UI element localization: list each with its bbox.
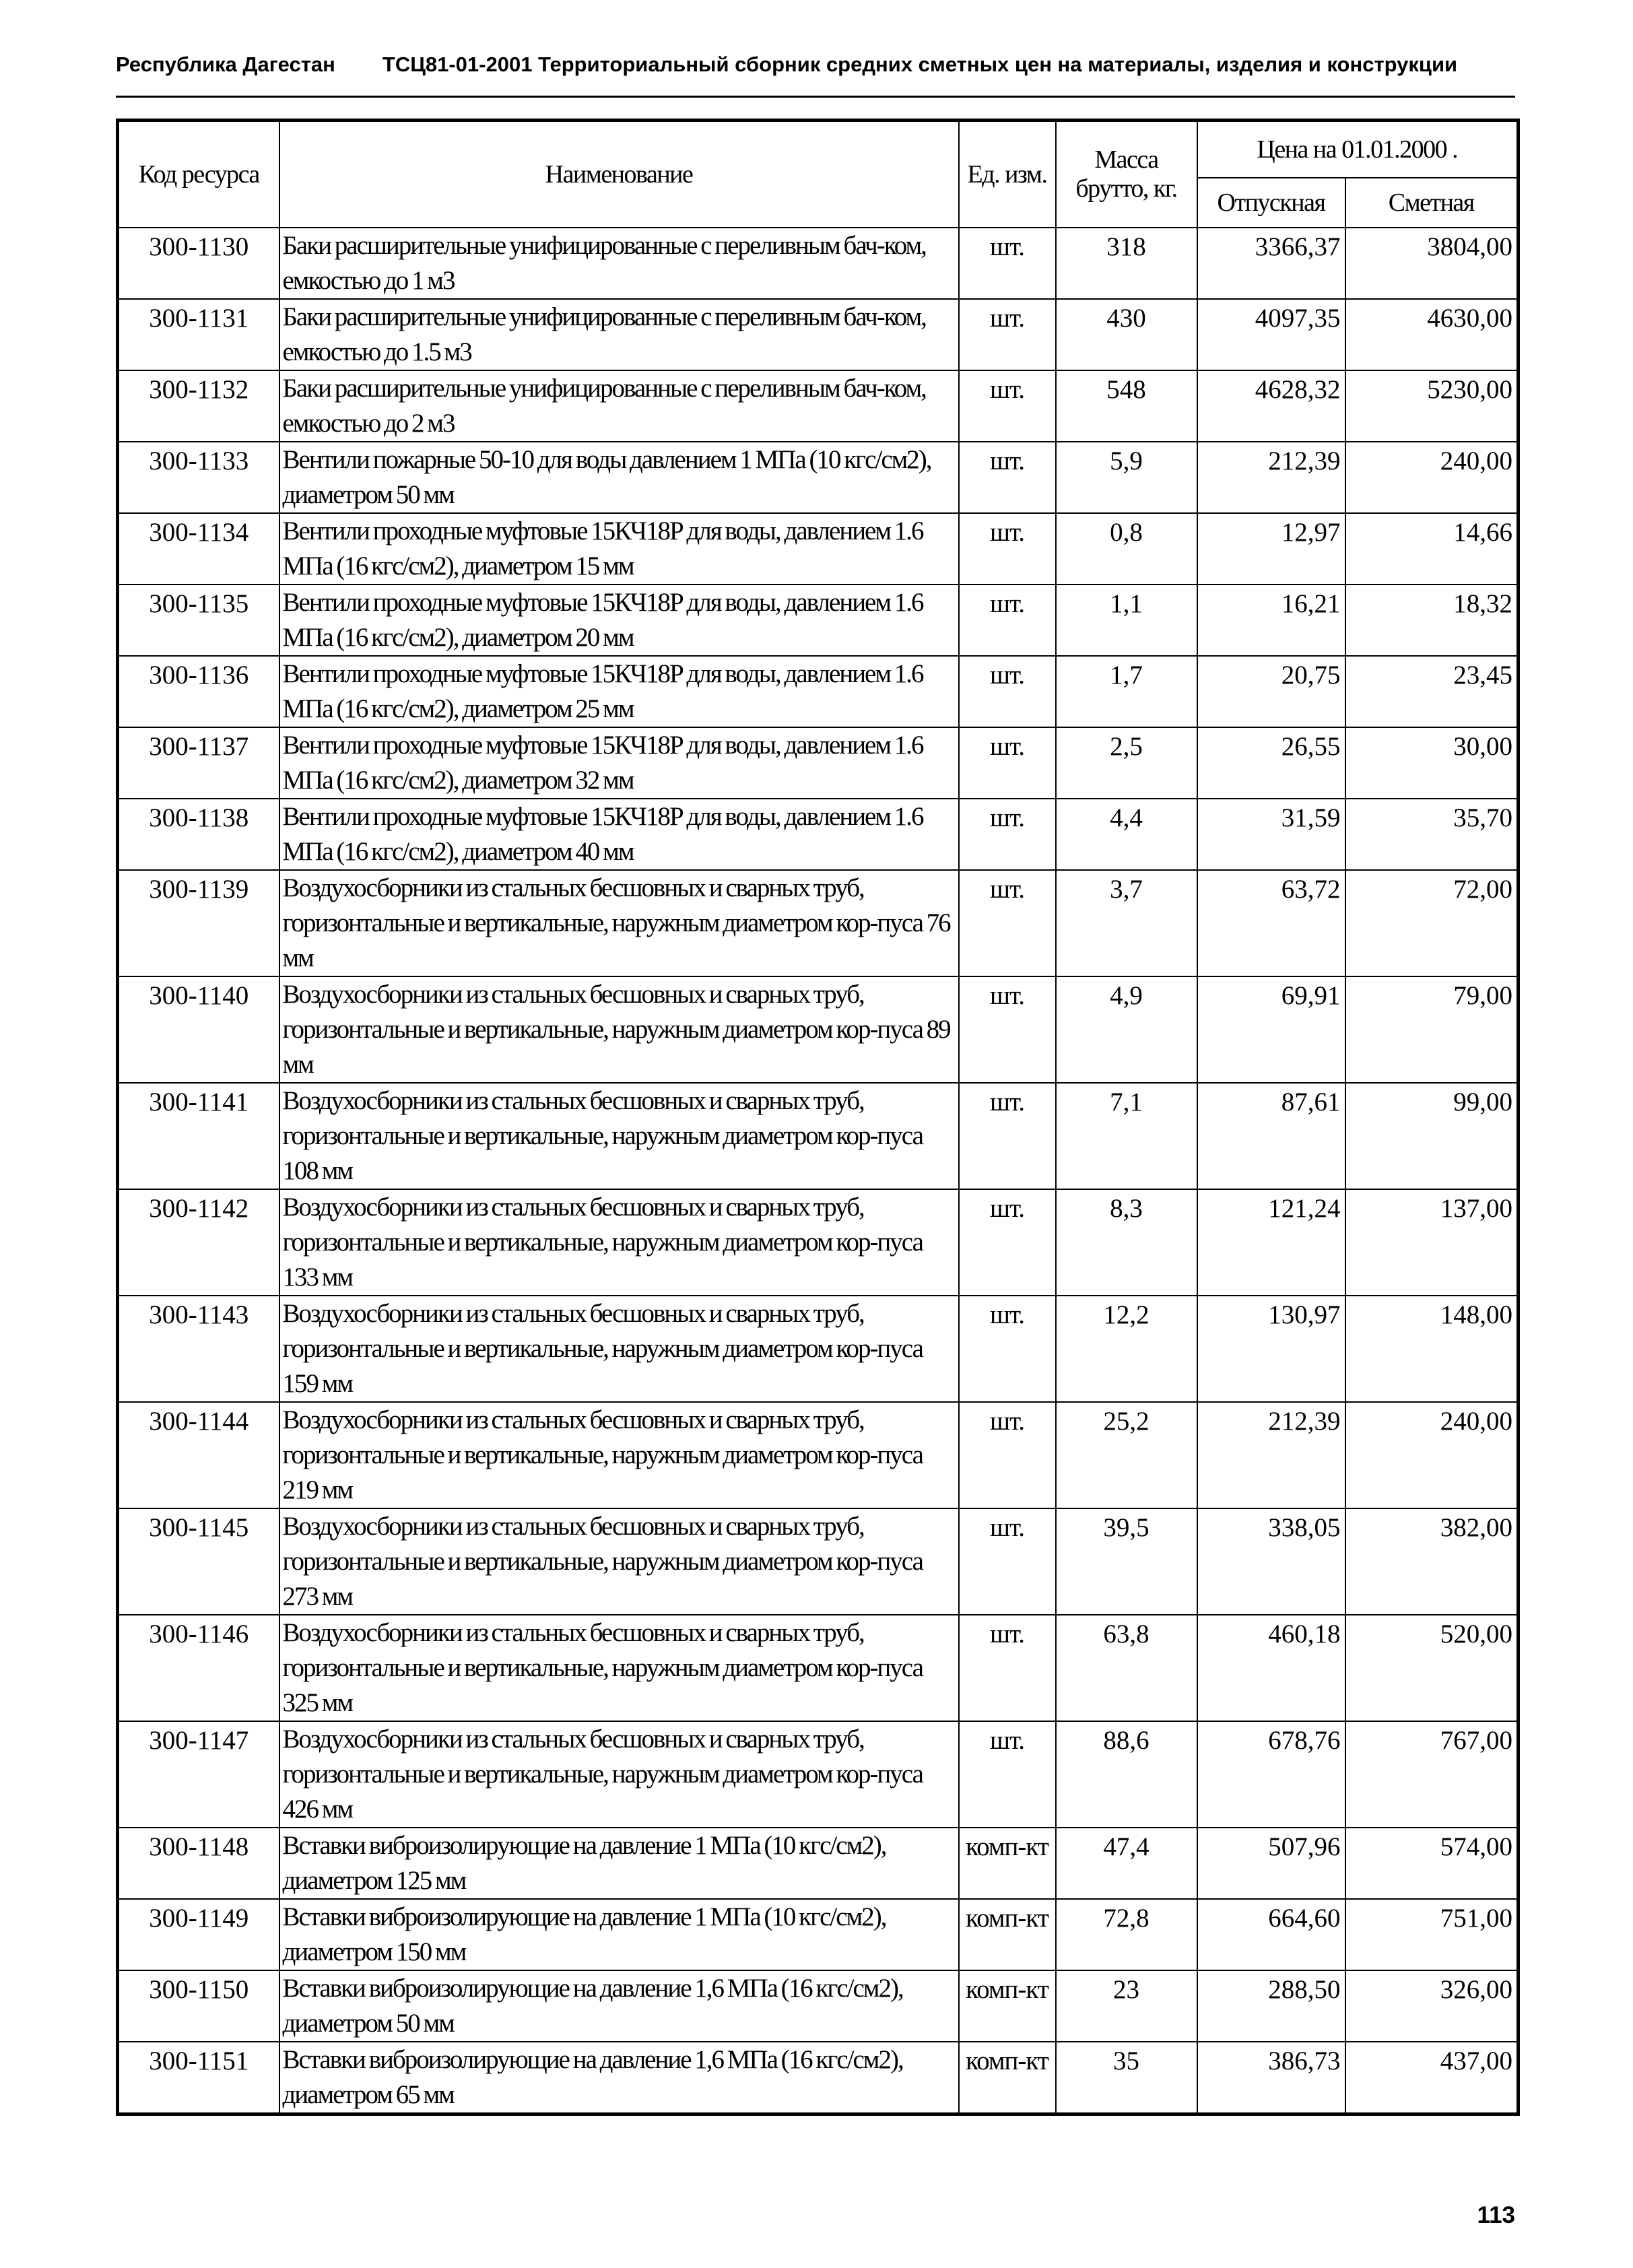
page-number: 113 (1477, 2202, 1515, 2228)
release-price-cell: 63,72 (1197, 870, 1345, 976)
resource-code-cell: 300-1130 (118, 228, 279, 299)
col-header-price: Цена на 01.01.2000 . (1197, 121, 1519, 178)
unit-cell: шт. (959, 513, 1056, 585)
table-row (118, 1189, 1519, 1296)
mass-cell: 25,2 (1056, 1402, 1197, 1508)
table-row (118, 585, 1519, 656)
mass-cell: 47,4 (1056, 1828, 1197, 1899)
resource-code-cell: 300-1147 (118, 1721, 279, 1828)
table-row (118, 2042, 1519, 2114)
unit-cell: шт. (959, 1189, 1056, 1296)
estimate-price-cell: 240,00 (1345, 1402, 1519, 1508)
resource-name-cell: Воздухосборники из стальных бесшовных и сварных труб, горизонтальные и вертикальные, наружным диаметром кор-пуса 133 мм (279, 1189, 959, 1296)
unit-cell: комп-кт (959, 2042, 1056, 2114)
release-price-cell: 20,75 (1197, 656, 1345, 727)
mass-cell: 3,7 (1056, 870, 1197, 976)
estimate-price-cell: 767,00 (1345, 1721, 1519, 1828)
unit-cell: шт. (959, 442, 1056, 513)
resource-code-cell: 300-1149 (118, 1899, 279, 1970)
mass-cell: 1,7 (1056, 656, 1197, 727)
estimate-price-cell: 79,00 (1345, 976, 1519, 1083)
mass-cell: 88,6 (1056, 1721, 1197, 1828)
unit-cell: шт. (959, 727, 1056, 799)
estimate-price-cell: 437,00 (1345, 2042, 1519, 2114)
unit-cell: шт. (959, 1083, 1056, 1189)
resource-code-cell: 300-1150 (118, 1970, 279, 2042)
release-price-cell: 12,97 (1197, 513, 1345, 585)
unit-cell: шт. (959, 1615, 1056, 1721)
table-row (118, 1899, 1519, 1970)
estimate-price-cell: 14,66 (1345, 513, 1519, 585)
resource-name-cell: Воздухосборники из стальных бесшовных и сварных труб, горизонтальные и вертикальные, наружным диаметром кор-пуса 89 мм (279, 976, 959, 1083)
mass-cell: 4,9 (1056, 976, 1197, 1083)
mass-cell: 430 (1056, 299, 1197, 370)
resource-name-cell: Баки расширительные унифицированные с переливным бач-ком, емкостью до 1 м3 (279, 228, 959, 299)
unit-cell: шт. (959, 1296, 1056, 1402)
col-header-unit: Ед. изм. (959, 121, 1056, 228)
release-price-cell: 130,97 (1197, 1296, 1345, 1402)
resource-code-cell: 300-1142 (118, 1189, 279, 1296)
resource-name-cell: Воздухосборники из стальных бесшовных и сварных труб, горизонтальные и вертикальные, наружным диаметром кор-пуса 159 мм (279, 1296, 959, 1402)
page-header (116, 53, 1515, 77)
mass-cell: 4,4 (1056, 799, 1197, 870)
table-row (118, 1083, 1519, 1189)
release-price-cell: 212,39 (1197, 442, 1345, 513)
mass-cell: 12,2 (1056, 1296, 1197, 1402)
table-row (118, 870, 1519, 976)
table-row (118, 228, 1519, 299)
release-price-cell: 212,39 (1197, 1402, 1345, 1508)
resource-code-cell: 300-1146 (118, 1615, 279, 1721)
col-header-estimate: Сметная (1345, 178, 1519, 228)
resource-code-cell: 300-1144 (118, 1402, 279, 1508)
mass-cell: 0,8 (1056, 513, 1197, 585)
mass-cell: 63,8 (1056, 1615, 1197, 1721)
estimate-price-cell: 18,32 (1345, 585, 1519, 656)
mass-cell: 8,3 (1056, 1189, 1197, 1296)
mass-cell: 5,9 (1056, 442, 1197, 513)
release-price-cell: 31,59 (1197, 799, 1345, 870)
unit-cell: комп-кт (959, 1828, 1056, 1899)
table-row (118, 656, 1519, 727)
estimate-price-cell: 72,00 (1345, 870, 1519, 976)
resource-name-cell: Воздухосборники из стальных бесшовных и сварных труб, горизонтальные и вертикальные, наружным диаметром кор-пуса 325 мм (279, 1615, 959, 1721)
resource-name-cell: Вентили проходные муфтовые 15КЧ18Р для воды, давлением 1.6 МПа (16 кгс/см2), диаметром 20 мм (279, 585, 959, 656)
header-rule (116, 96, 1515, 98)
table-row (118, 1970, 1519, 2042)
unit-cell: шт. (959, 870, 1056, 976)
table-row (118, 1402, 1519, 1508)
table-row (118, 727, 1519, 799)
estimate-price-cell: 574,00 (1345, 1828, 1519, 1899)
unit-cell: шт. (959, 1402, 1056, 1508)
estimate-price-cell: 99,00 (1345, 1083, 1519, 1189)
resource-code-cell: 300-1138 (118, 799, 279, 870)
estimate-price-cell: 382,00 (1345, 1508, 1519, 1615)
mass-cell: 72,8 (1056, 1899, 1197, 1970)
release-price-cell: 338,05 (1197, 1508, 1345, 1615)
resource-code-cell: 300-1151 (118, 2042, 279, 2114)
unit-cell: шт. (959, 976, 1056, 1083)
mass-cell: 35 (1056, 2042, 1197, 2114)
table-row (118, 442, 1519, 513)
resource-code-cell: 300-1133 (118, 442, 279, 513)
release-price-cell: 87,61 (1197, 1083, 1345, 1189)
resource-name-cell: Вставки виброизолирующие на давление 1 МПа (10 кгс/см2), диаметром 150 мм (279, 1899, 959, 1970)
resource-code-cell: 300-1131 (118, 299, 279, 370)
resource-name-cell: Воздухосборники из стальных бесшовных и сварных труб, горизонтальные и вертикальные, наружным диаметром кор-пуса 273 мм (279, 1508, 959, 1615)
col-header-name: Наименование (279, 121, 959, 228)
header-title: ТСЦ81-01-2001 Территориальный сборник средних сметных цен на материалы, изделия и конструкции (382, 53, 1458, 76)
mass-cell: 548 (1056, 370, 1197, 442)
table-row (118, 299, 1519, 370)
estimate-price-cell: 520,00 (1345, 1615, 1519, 1721)
resource-name-cell: Вентили проходные муфтовые 15КЧ18Р для воды, давлением 1.6 МПа (16 кгс/см2), диаметром 40 мм (279, 799, 959, 870)
table-row (118, 1828, 1519, 1899)
resource-name-cell: Воздухосборники из стальных бесшовных и сварных труб, горизонтальные и вертикальные, наружным диаметром кор-пуса 426 мм (279, 1721, 959, 1828)
unit-cell: комп-кт (959, 1970, 1056, 2042)
resource-name-cell: Воздухосборники из стальных бесшовных и сварных труб, горизонтальные и вертикальные, наружным диаметром кор-пуса 76 мм (279, 870, 959, 976)
resource-code-cell: 300-1132 (118, 370, 279, 442)
release-price-cell: 678,76 (1197, 1721, 1345, 1828)
resource-name-cell: Вентили проходные муфтовые 15КЧ18Р для воды, давлением 1.6 МПа (16 кгс/см2), диаметром 15 мм (279, 513, 959, 585)
unit-cell: комп-кт (959, 1899, 1056, 1970)
unit-cell: шт. (959, 228, 1056, 299)
release-price-cell: 121,24 (1197, 1189, 1345, 1296)
release-price-cell: 4097,35 (1197, 299, 1345, 370)
unit-cell: шт. (959, 799, 1056, 870)
resource-code-cell: 300-1140 (118, 976, 279, 1083)
col-header-release: Отпускная (1197, 178, 1345, 228)
mass-cell: 2,5 (1056, 727, 1197, 799)
estimate-price-cell: 326,00 (1345, 1970, 1519, 2042)
table-row (118, 513, 1519, 585)
release-price-cell: 26,55 (1197, 727, 1345, 799)
resource-code-cell: 300-1137 (118, 727, 279, 799)
resource-name-cell: Вставки виброизолирующие на давление 1,6 МПа (16 кгс/см2), диаметром 50 мм (279, 1970, 959, 2042)
release-price-cell: 507,96 (1197, 1828, 1345, 1899)
resource-code-cell: 300-1136 (118, 656, 279, 727)
unit-cell: шт. (959, 656, 1056, 727)
resource-code-cell: 300-1139 (118, 870, 279, 976)
resource-name-cell: Вентили проходные муфтовые 15КЧ18Р для воды, давлением 1.6 МПа (16 кгс/см2), диаметром 32 мм (279, 727, 959, 799)
resource-code-cell: 300-1143 (118, 1296, 279, 1402)
header-region: Республика Дагестан (116, 53, 335, 76)
resource-code-cell: 300-1145 (118, 1508, 279, 1615)
resource-name-cell: Баки расширительные унифицированные с переливным бач-ком, емкостью до 2 м3 (279, 370, 959, 442)
resource-code-cell: 300-1134 (118, 513, 279, 585)
estimate-price-cell: 4630,00 (1345, 299, 1519, 370)
release-price-cell: 664,60 (1197, 1899, 1345, 1970)
unit-cell: шт. (959, 370, 1056, 442)
mass-cell: 39,5 (1056, 1508, 1197, 1615)
release-price-cell: 288,50 (1197, 1970, 1345, 2042)
resource-name-cell: Вставки виброизолирующие на давление 1 МПа (10 кгс/см2), диаметром 125 мм (279, 1828, 959, 1899)
mass-cell: 7,1 (1056, 1083, 1197, 1189)
release-price-cell: 4628,32 (1197, 370, 1345, 442)
unit-cell: шт. (959, 1508, 1056, 1615)
mass-cell: 318 (1056, 228, 1197, 299)
table-row (118, 370, 1519, 442)
col-header-code: Код ресурса (118, 121, 279, 228)
release-price-cell: 386,73 (1197, 2042, 1345, 2114)
resource-name-cell: Вентили пожарные 50-10 для воды давлением 1 МПа (10 кгс/см2), диаметром 50 мм (279, 442, 959, 513)
estimate-price-cell: 240,00 (1345, 442, 1519, 513)
release-price-cell: 69,91 (1197, 976, 1345, 1083)
estimate-price-cell: 5230,00 (1345, 370, 1519, 442)
mass-cell: 1,1 (1056, 585, 1197, 656)
estimate-price-cell: 30,00 (1345, 727, 1519, 799)
unit-cell: шт. (959, 1721, 1056, 1828)
resource-code-cell: 300-1135 (118, 585, 279, 656)
resource-code-cell: 300-1141 (118, 1083, 279, 1189)
resource-name-cell: Вставки виброизолирующие на давление 1,6 МПа (16 кгс/см2), диаметром 65 мм (279, 2042, 959, 2114)
table-row (118, 799, 1519, 870)
resource-code-cell: 300-1148 (118, 1828, 279, 1899)
unit-cell: шт. (959, 299, 1056, 370)
estimate-price-cell: 148,00 (1345, 1296, 1519, 1402)
table-row (118, 1296, 1519, 1402)
table-row (118, 976, 1519, 1083)
table-row (118, 1508, 1519, 1615)
mass-cell: 23 (1056, 1970, 1197, 2042)
resource-name-cell: Воздухосборники из стальных бесшовных и сварных труб, горизонтальные и вертикальные, наружным диаметром кор-пуса 219 мм (279, 1402, 959, 1508)
estimate-price-cell: 35,70 (1345, 799, 1519, 870)
release-price-cell: 3366,37 (1197, 228, 1345, 299)
estimate-price-cell: 137,00 (1345, 1189, 1519, 1296)
table-row (118, 1721, 1519, 1828)
col-header-mass: Масса брутто, кг. (1056, 121, 1197, 228)
table-row (118, 1615, 1519, 1721)
unit-cell: шт. (959, 585, 1056, 656)
price-table-body (118, 228, 1519, 2114)
estimate-price-cell: 23,45 (1345, 656, 1519, 727)
resource-name-cell: Вентили проходные муфтовые 15КЧ18Р для воды, давлением 1.6 МПа (16 кгс/см2), диаметром 25 мм (279, 656, 959, 727)
release-price-cell: 16,21 (1197, 585, 1345, 656)
resource-name-cell: Баки расширительные унифицированные с переливным бач-ком, емкостью до 1.5 м3 (279, 299, 959, 370)
estimate-price-cell: 751,00 (1345, 1899, 1519, 1970)
price-table (116, 119, 1520, 2116)
estimate-price-cell: 3804,00 (1345, 228, 1519, 299)
release-price-cell: 460,18 (1197, 1615, 1345, 1721)
resource-name-cell: Воздухосборники из стальных бесшовных и сварных труб, горизонтальные и вертикальные, наружным диаметром кор-пуса 108 мм (279, 1083, 959, 1189)
